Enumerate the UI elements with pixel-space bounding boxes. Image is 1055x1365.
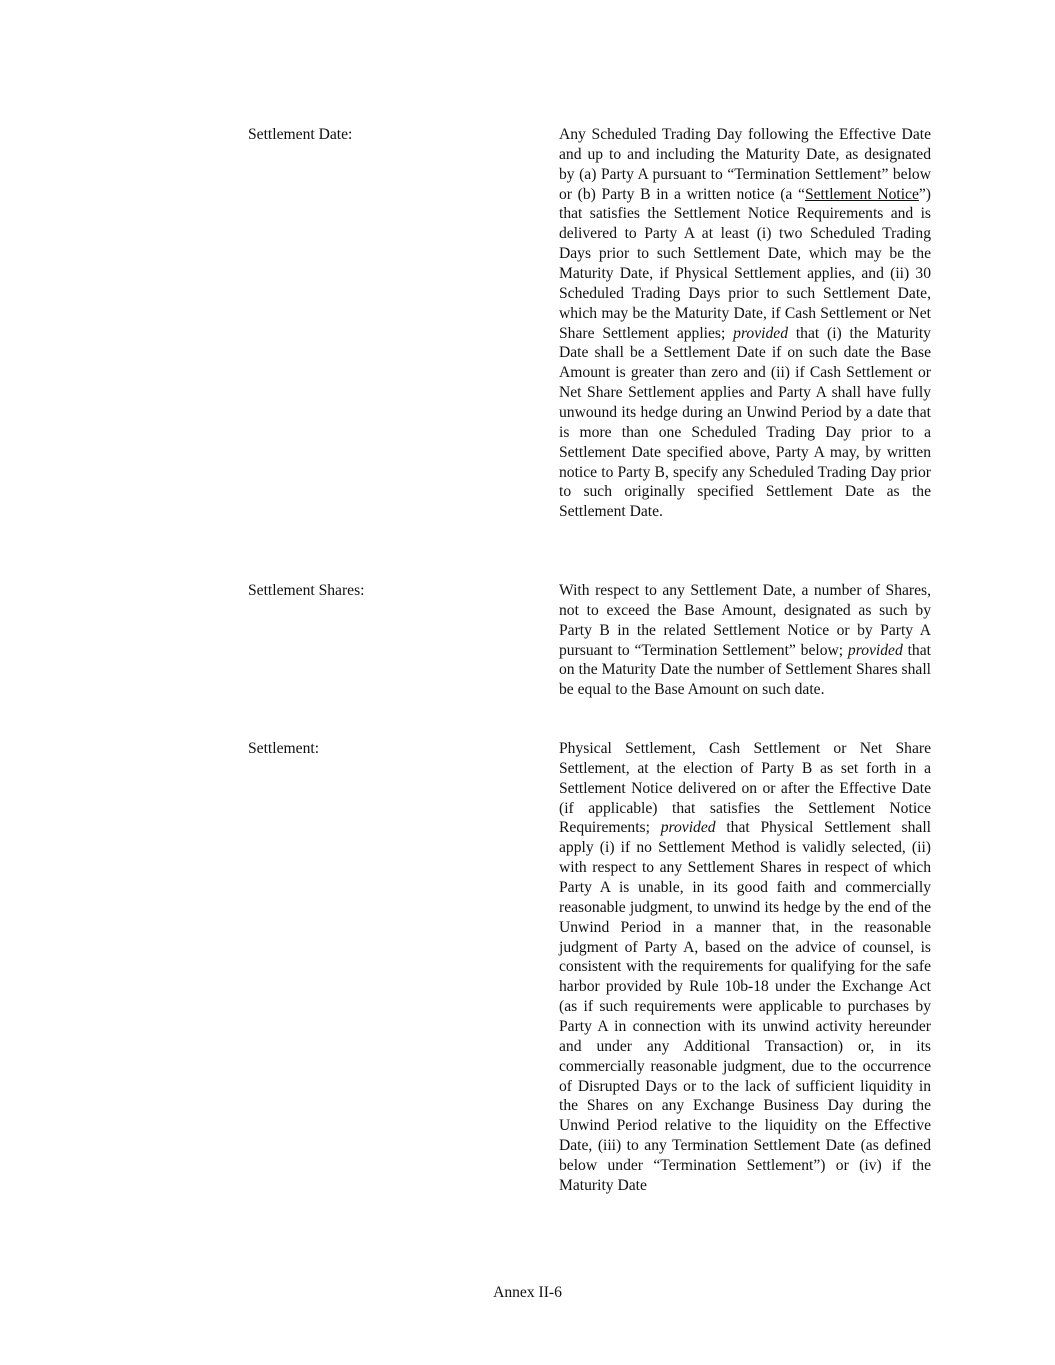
italic-proviso: provided [660, 819, 716, 837]
definition-text: that on the Maturity Date the number of Settlement Shares shall be equal to the Base Amount on such date. [559, 641, 931, 699]
defined-term-underlined: Settlement Notice [804, 185, 919, 203]
definition-text: that Physical Settlement shall apply (i) if no Settlement Method is validly selected, (ii) with respect to any Settlement Shares in respect of which Party A is unable, in its good faith and commercially reasonable judgment, to unwind its hedge by the end of the Unwind Period in a manner that, in the reasonable judgment of Party A, based on the advice of counsel, is consistent with the requirements for qualifying for the safe harbor provided by Rule 10b-18 under the Exchange Act (as if such requirements were applicable to purchases by Party A in connection with its unwind activity hereunder and under any Additional Transaction) or, in its commercially reasonable judgment, due to the occurrence of Disrupted Days or to the lack of sufficient liquidity in the Shares on any Exchange Business Day during the Unwind Period relative to the liquidity on the Effective Date, (iii) to any Termination Settlement Date (as defined below under “Termination Settlement”) or (iv) if the Maturity Date [559, 819, 932, 1194]
definition-text: that (i) the Maturity Date shall be a Settlement Date if on such date the Base Amount is greater than zero and (ii) if Cash Settlement or Net Share Settlement applies and Party A shall have fully unwound its hedge during an Unwind Period by a date that is more than one Scheduled Trading Day prior to a Settlement Date specified above, Party A may, by written notice to Party B, specify any Scheduled Trading Day prior to such originally specified Settlement Date as the Settlement Date. [559, 324, 931, 521]
page-number: Annex II-6 [493, 1284, 562, 1301]
term-definition [559, 125, 931, 522]
term-label: Settlement: [248, 740, 320, 757]
definition-text: Physical Settlement, Cash Settlement or Net Share Settlement, at the election of Party B as set forth in a Settlement Notice delivered on or after the Effective Date (if applicable) that satisfies the Settlement Notice Requirements; [559, 740, 931, 837]
term-label: Settlement Shares: [248, 582, 365, 599]
definition-text: Any Scheduled Trading Day following the Effective Date and up to and including the Maturity Date, as designated by (a) Party A pursuant to “Termination Settlement” below or (b) Party B in a written notice (a “ [559, 126, 931, 203]
definition-text: ”) that satisfies the Settlement Notice Requirements and is delivered to Party A at least (i) two Scheduled Trading Days prior to such Settlement Date, which may be the Maturity Date, if Physical Settlement applies, and (ii) 30 Scheduled Trading Days prior to such Settlement Date, which may be the Maturity Date, if Cash Settlement or Net Share Settlement applies; [559, 185, 931, 342]
term-definition [559, 581, 931, 700]
definition-text: With respect to any Settlement Date, a number of Shares, not to exceed the Base Amount, designated as such by Party B in the related Settlement Notice or by Party A pursuant to “Termination Settlement” below; [559, 582, 931, 659]
italic-proviso: provided [847, 641, 903, 659]
term-label: Settlement Date: [248, 126, 353, 143]
italic-proviso: provided [733, 324, 788, 342]
term-definition [559, 739, 931, 1196]
